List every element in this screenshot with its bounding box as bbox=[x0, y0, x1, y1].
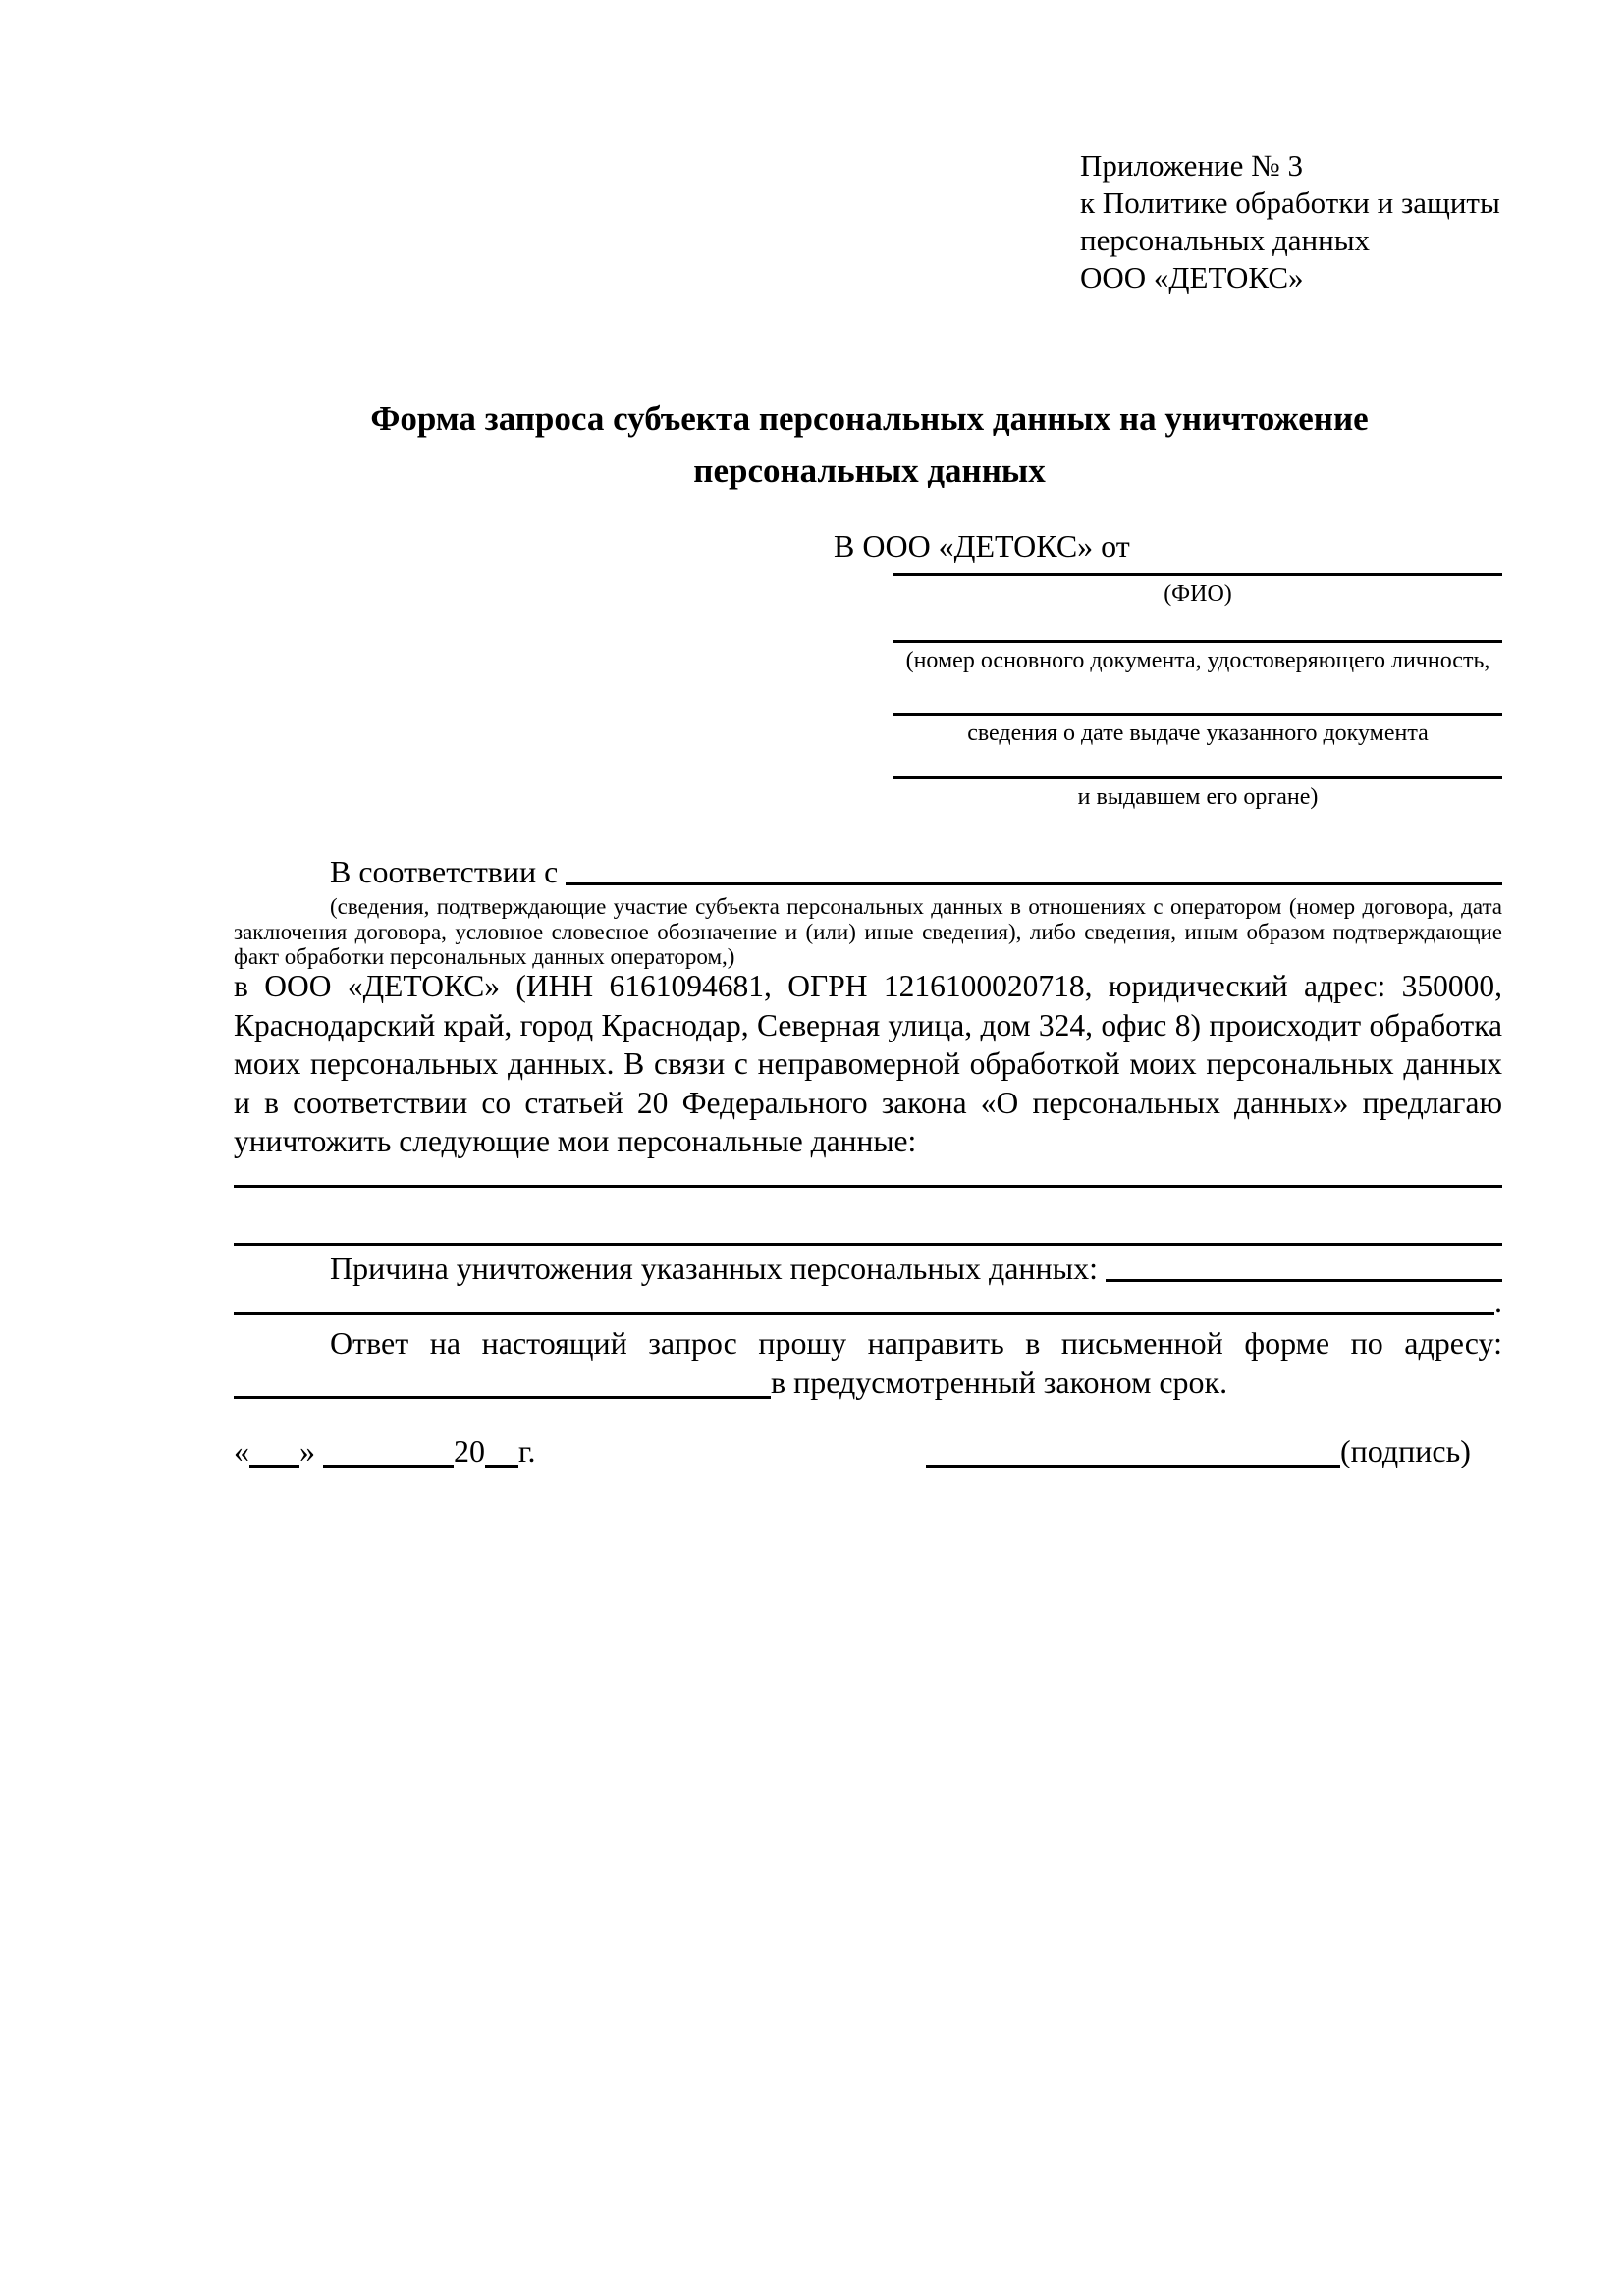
issuing-authority-blank-line bbox=[893, 776, 1502, 779]
form-title-line-2: персональных данных bbox=[693, 452, 1046, 490]
addressee-label: В ООО «ДЕТОКС» от bbox=[834, 528, 1130, 563]
signature-caption: (подпись) bbox=[1340, 1433, 1471, 1468]
signature-line bbox=[926, 1433, 1471, 1469]
accordance-row bbox=[330, 854, 1502, 890]
reason-row-2 bbox=[234, 1284, 1502, 1320]
reason-blank-line bbox=[1106, 1279, 1502, 1282]
issuing-authority-caption: и выдавшем его органе) bbox=[1077, 784, 1319, 810]
data-blank-line-2 bbox=[234, 1243, 1502, 1246]
reason-row bbox=[330, 1251, 1502, 1287]
doc-number-caption: (номер основного документа, удостоверяющего личность, bbox=[905, 648, 1490, 673]
issue-date-blank-line bbox=[893, 713, 1502, 716]
answer-line-2-text: в предусмотренный законом срок. bbox=[771, 1364, 1228, 1400]
header-note-line-1: Приложение № 3 bbox=[1080, 148, 1303, 183]
month-blank bbox=[323, 1463, 454, 1468]
accordance-label: В соответствии с bbox=[330, 854, 559, 889]
answer-line-1: Ответ на настоящий запрос прошу направить в письменной форме по адресу: bbox=[330, 1325, 1502, 1361]
header-note-line-4: ООО «ДЕТОКС» bbox=[1080, 260, 1304, 294]
year-blank bbox=[485, 1463, 518, 1468]
signature-blank-line bbox=[926, 1463, 1340, 1468]
fio-blank-line bbox=[893, 573, 1502, 576]
date-century: 20 bbox=[454, 1433, 485, 1468]
request-paragraph: в ООО «ДЕТОКС» (ИНН 6161094681, ОГРН 1216100020718, юридический адрес: 350000, Краснодарский край, город Краснодар, Северная улица, дом 324, офис 8) происходит обработка моих персональных данных. В связи с неправомерной обработкой моих персональных данных и в соответствии со статьей 20 Федерального закона «О персональных данных» предлагаю уничтожить следующие мои персональные данные: bbox=[234, 969, 1502, 1158]
date-close-quote: » bbox=[299, 1433, 315, 1468]
header-note-line-2: к Политике обработки и защиты bbox=[1080, 186, 1500, 220]
issue-date-caption: сведения о дате выдаче указанного документа bbox=[967, 721, 1429, 746]
reason-label: Причина уничтожения указанных персональных данных: bbox=[330, 1251, 1099, 1286]
accordance-note: (сведения, подтверждающие участие субъекта персональных данных в отношениях с оператором (номер договора, дата заключения договора, условное словесное обозначение и (или) иные сведения), либо сведения, иным образом подтверждающие факт обработки персональных данных оператором,) bbox=[234, 894, 1502, 969]
accordance-blank-line bbox=[566, 882, 1502, 885]
reason-period: . bbox=[1494, 1284, 1502, 1319]
date-open-quote: « bbox=[234, 1433, 249, 1468]
header-note bbox=[1080, 147, 1500, 296]
address-blank-line bbox=[234, 1394, 771, 1399]
doc-number-blank-line bbox=[893, 640, 1502, 643]
answer-line-2 bbox=[234, 1364, 1227, 1401]
date-line bbox=[234, 1433, 536, 1469]
header-note-line-3: персональных данных bbox=[1080, 223, 1371, 257]
data-blank-line-1 bbox=[234, 1185, 1502, 1188]
day-blank bbox=[249, 1463, 299, 1468]
date-year-suffix: г. bbox=[518, 1433, 536, 1468]
form-title-line-1: Форма запроса субъекта персональных данных на уничтожение bbox=[370, 400, 1369, 438]
form-title bbox=[234, 393, 1505, 497]
reason-blank-line-2 bbox=[234, 1312, 1494, 1315]
fio-caption: (ФИО) bbox=[1164, 581, 1232, 607]
